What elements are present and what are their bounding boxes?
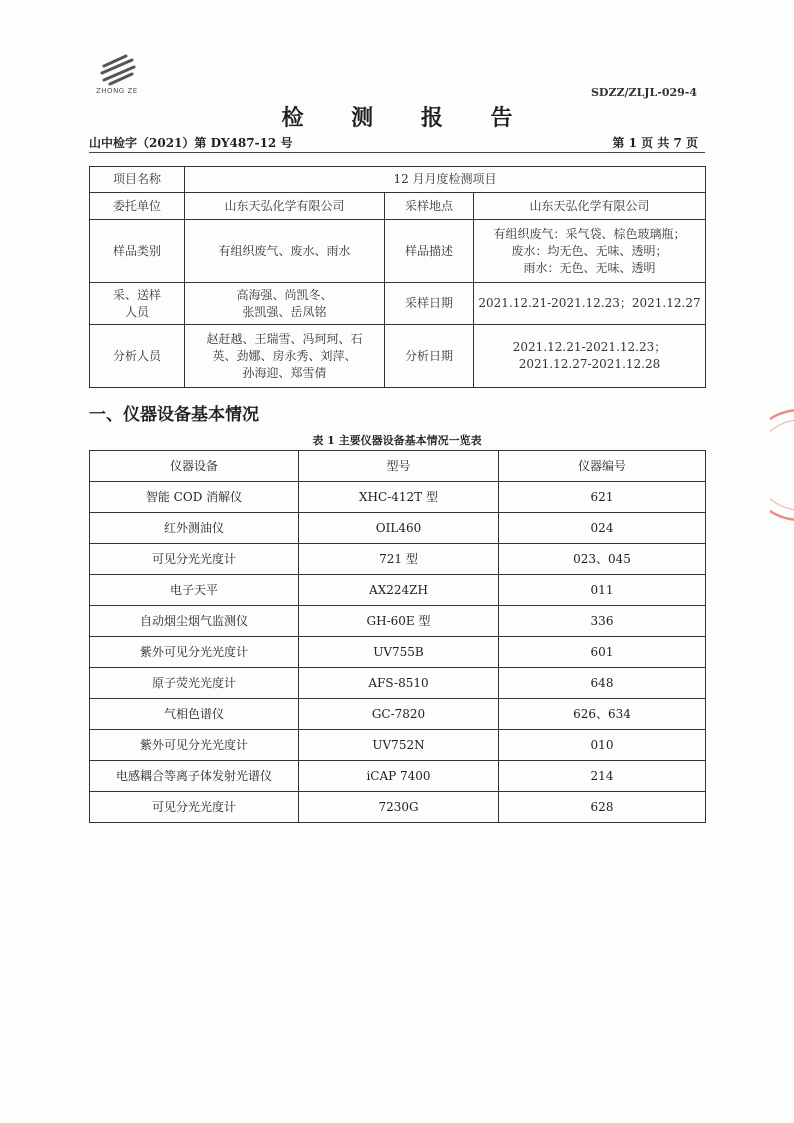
model-cell: AFS-8510 <box>299 668 499 699</box>
header-divider <box>89 152 705 153</box>
table-row <box>90 637 706 668</box>
client-value: 山东天弘化学有限公司 <box>185 193 385 220</box>
table-row <box>90 482 706 513</box>
analyst-value <box>185 325 385 388</box>
equipment-name-cell: 电感耦合等离子体发射光谱仪 <box>90 761 299 792</box>
sampling-date-label: 采样日期 <box>385 283 474 325</box>
model-cell: XHC-412T 型 <box>299 482 499 513</box>
sampling-date-value: 2021.12.21-2021.12.23；2021.12.27 <box>474 283 706 325</box>
table-row <box>90 668 706 699</box>
page-number: 第 1 页 共 7 页 <box>612 136 698 150</box>
sampler-line: 高海强、尚凯冬、 <box>236 287 333 302</box>
analysis-date-line: 2021.12.27-2021.12.28 <box>518 357 661 371</box>
sample-type-value: 有组织废气、废水、雨水 <box>185 220 385 283</box>
equipment-id-cell: 648 <box>499 668 706 699</box>
table-row <box>90 544 706 575</box>
sampling-site-value: 山东天弘化学有限公司 <box>474 193 706 220</box>
equipment-id-cell: 626、634 <box>499 699 706 730</box>
table-row <box>90 513 706 544</box>
sample-desc-value <box>474 220 706 283</box>
equipment-table-body <box>90 482 706 823</box>
project-name-label: 项目名称 <box>90 167 185 193</box>
table-row <box>90 761 706 792</box>
equipment-name-cell: 可见分光光度计 <box>90 544 299 575</box>
project-name-value: 12 月月度检测项目 <box>185 167 706 193</box>
report-number: 山中检字（2021）第 DY487-12 号 <box>89 136 293 150</box>
equipment-name-cell: 电子天平 <box>90 575 299 606</box>
equipment-id-cell: 621 <box>499 482 706 513</box>
analyst-line: 英、劲娜、房永秀、刘萍、 <box>212 348 357 363</box>
sampler-value <box>185 283 385 325</box>
report-info-table <box>89 166 706 388</box>
sample-desc-line: 废水：均无色、无味、透明； <box>511 243 668 258</box>
logo-text: ZHONG ZE <box>96 87 138 95</box>
column-header: 型号 <box>299 451 499 482</box>
equipment-name-cell: 原子荧光光度计 <box>90 668 299 699</box>
model-cell: GC-7820 <box>299 699 499 730</box>
sampler-label-line: 人员 <box>124 304 149 319</box>
table-row <box>90 283 706 325</box>
equipment-id-cell: 024 <box>499 513 706 544</box>
sampling-site-label: 采样地点 <box>385 193 474 220</box>
equipment-name-cell: 可见分光光度计 <box>90 792 299 823</box>
client-label: 委托单位 <box>90 193 185 220</box>
equipment-id-cell: 010 <box>499 730 706 761</box>
table-row <box>90 193 706 220</box>
table-row <box>90 730 706 761</box>
equipment-id-cell: 011 <box>499 575 706 606</box>
equipment-name-cell: 红外测油仪 <box>90 513 299 544</box>
model-cell: 7230G <box>299 792 499 823</box>
sampler-line: 张凯强、岳凤铭 <box>242 304 327 319</box>
column-header: 仪器设备 <box>90 451 299 482</box>
sampler-label-line: 采、送样 <box>112 287 161 302</box>
sample-desc-label: 样品描述 <box>385 220 474 283</box>
table-row <box>90 606 706 637</box>
equipment-id-cell: 214 <box>499 761 706 792</box>
table-row <box>90 167 706 193</box>
model-cell: UV752N <box>299 730 499 761</box>
table-row <box>90 575 706 606</box>
equipment-table <box>89 450 706 823</box>
table-row <box>90 325 706 388</box>
sample-desc-line: 有组织废气：采气袋、棕色玻璃瓶； <box>493 226 686 241</box>
equipment-id-cell: 628 <box>499 792 706 823</box>
model-cell: GH-60E 型 <box>299 606 499 637</box>
sample-desc-line: 雨水：无色、无味、透明 <box>523 260 656 275</box>
equipment-name-cell: 智能 COD 消解仪 <box>90 482 299 513</box>
equipment-name-cell: 气相色谱仪 <box>90 699 299 730</box>
equipment-id-cell: 336 <box>499 606 706 637</box>
model-cell: UV755B <box>299 637 499 668</box>
analyst-line: 孙海迎、郑雪倩 <box>242 365 327 380</box>
analysis-date-line: 2021.12.21-2021.12.23； <box>512 340 667 354</box>
equipment-name-cell: 自动烟尘烟气监测仪 <box>90 606 299 637</box>
page-title: 检 测 报 告 <box>281 105 533 131</box>
table-header-row <box>90 451 706 482</box>
column-header: 仪器编号 <box>499 451 706 482</box>
section-heading: 一、仪器设备基本情况 <box>89 405 259 425</box>
table-caption: 表 1 主要仪器设备基本情况一览表 <box>312 434 482 447</box>
analysis-date-label: 分析日期 <box>385 325 474 388</box>
analyst-line: 赵赶越、王瑞雪、冯珂珂、石 <box>206 331 363 346</box>
equipment-id-cell: 601 <box>499 637 706 668</box>
model-cell: iCAP 7400 <box>299 761 499 792</box>
equipment-name-cell: 紫外可见分光光度计 <box>90 730 299 761</box>
equipment-name-cell: 紫外可见分光光度计 <box>90 637 299 668</box>
stamp-seal-icon <box>770 405 794 525</box>
model-cell: 721 型 <box>299 544 499 575</box>
model-cell: OIL460 <box>299 513 499 544</box>
sample-type-label: 样品类别 <box>90 220 185 283</box>
table-row <box>90 220 706 283</box>
document-code: SDZZ/ZLJL-029-4 <box>590 86 697 99</box>
table-row <box>90 699 706 730</box>
table-row <box>90 792 706 823</box>
sampler-label <box>90 283 185 325</box>
analyst-label: 分析人员 <box>90 325 185 388</box>
equipment-id-cell: 023、045 <box>499 544 706 575</box>
analysis-date-value <box>474 325 706 388</box>
model-cell: AX224ZH <box>299 575 499 606</box>
